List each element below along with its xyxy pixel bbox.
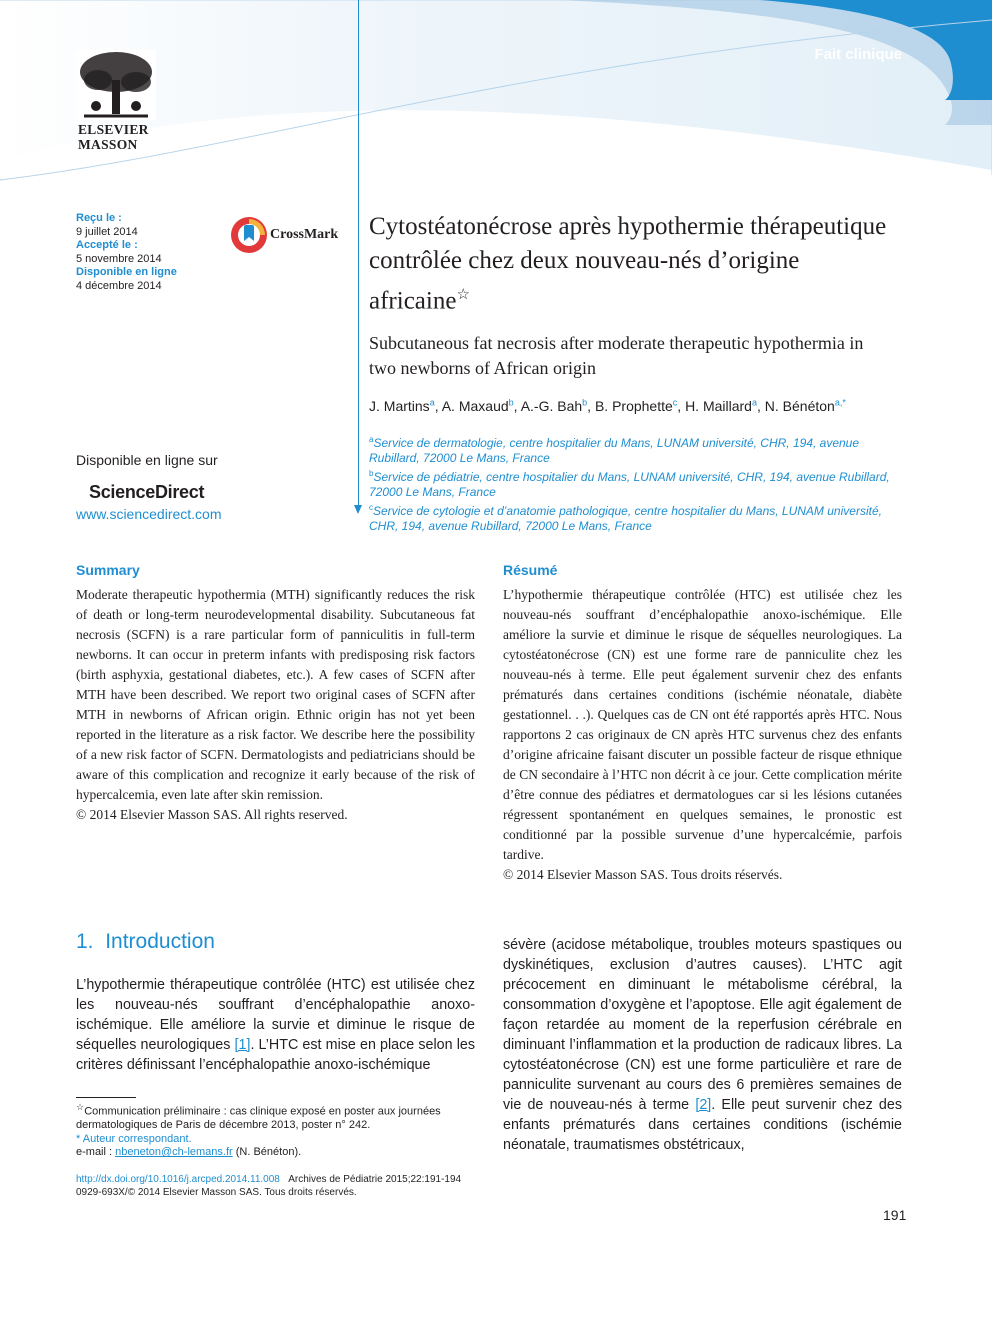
intro-paragraph-right: sévère (acidose métabolique, troubles moteurs spastiques ou dyskinétiques, exclusion d’autres causes). L’HTC agit précocement en diminuant le métabolisme cérébral, la consommation d’oxygène et l’apoptose. Elle agit également de façon retardée au moment de la reperfusion cérébrale en diminuant l’inflammation et la production de radicaux libres. La cytostéatonécrose (CN) est une forme particulière et rare de panniculite survenant au cours des 6 premières semaines de vie de nouveau-nés à terme [2]. Elle peut survenir chez des enfants prématurés dans certaines conditions (ischémie néonatale, traumatismes obstétricaux, — [503, 937, 902, 1153]
summary-section — [76, 585, 475, 825]
article-title-en: Subcutaneous fat necrosis after moderate therapeutic hypothermia in two newborns of African origin — [369, 333, 864, 378]
reference-link[interactable]: [2] — [695, 1097, 712, 1113]
sciencedirect-logo[interactable]: ScienceDirect — [89, 482, 205, 502]
intro-heading-text: Introduction — [105, 930, 215, 953]
received-label: Reçu le : — [76, 212, 122, 224]
article-dates — [76, 212, 226, 293]
publisher-name: ELSEVIER — [78, 122, 149, 137]
title-fr-text: Cytostéatonécrose après hypothermie thérapeutique contrôlée chez deux nouveau-nés d’origine africaine — [369, 213, 887, 315]
resume-copyright: © 2014 Elsevier Masson SAS. Tous droits réservés. — [503, 867, 783, 882]
intro-heading — [76, 930, 215, 954]
author: H. Maillard$^a$, — [685, 397, 765, 414]
summary-text: Moderate therapeutic hypothermia (MTH) significantly reduces the risk of death or long-term neurodevelopmental disability. Subcutaneous fat necrosis (SCFN) is a rare particular form of panniculitis in full-term newborns. It can occur in preterm infants with predisposing risk factors (birth asphyxia, gestational diabetes, etc.). A few cases of SCFN after MTH have been described. We report two original cases of SCFN after MTH in newborns of African origin. Ethnic origin has not yet been reported in the literature as a risk factor. We describe here the possibility of a new risk factor of SCFN. Dermatologists and pediatricians should be aware of this complication and recognize it early because of the risk of hypercalcemia, even late after skin remission. — [76, 587, 475, 802]
affiliation-list — [369, 432, 909, 534]
available-online-label: Disponible en ligne sur — [76, 452, 218, 468]
summary-copyright: © 2014 Elsevier Masson SAS. All rights reserved. — [76, 807, 348, 822]
issn-line: 0929-693X/© 2014 Elsevier Masson SAS. Tous droits réservés. — [76, 1187, 357, 1198]
page-number: 191 — [883, 1207, 907, 1223]
article-title-fr — [369, 210, 889, 318]
author: B. Prophette$^c$, — [594, 397, 686, 414]
footnote-corresponding: * Auteur correspondant. — [76, 1132, 192, 1145]
affiliation-item: $^b$Service de pédiatrie, centre hospitalier du Mans, LUNAM université, CHR, 194, avenue Rubillard, 72000 Le Mans, France — [369, 469, 890, 499]
summary-heading: Summary — [76, 562, 140, 578]
author: J. Martins$^a$, — [369, 397, 442, 414]
affiliation-item: $^c$Service de cytologie et d’anatomie pathologique, centre hospitalier du Mans, LUNAM université, CHR, 194, avenue Rubillard, 72000 Le Mans, France — [369, 503, 882, 533]
sciencedirect-link[interactable]: www.sciencedirect.com — [76, 506, 222, 522]
header-divider-arrow — [354, 505, 362, 514]
email-link[interactable]: nbeneton@ch-lemans.fr — [115, 1146, 233, 1159]
author-list — [369, 397, 929, 414]
online-date-label: Disponible en ligne — [76, 266, 177, 278]
reference-link[interactable]: [1] — [234, 1037, 251, 1053]
intro-paragraph-left: L’hypothermie thérapeutique contrôlée (HTC) est utilisée chez les nouveau-nés souffrant d’encéphalopathie anoxo-ischémique. Elle améliore la survie et diminue le risque de séquelles neurologiques [1]. L’HTC est mise en place selon les critères définissant l’encéphalopathie anoxo-ischémique — [76, 977, 475, 1073]
header-divider-line — [358, 0, 359, 508]
resume-section — [503, 585, 902, 885]
doi-link[interactable]: http://dx.doi.org/10.1016/j.arcped.2014.11.008 — [76, 1174, 280, 1185]
publisher-name-2: MASSON — [78, 137, 138, 152]
footnotes — [76, 1101, 476, 1160]
received-date: 9 juillet 2014 — [76, 225, 138, 238]
resume-text: L’hypothermie thérapeutique contrôlée (HTC) est utilisée chez les nouveau-nés souffrant d’encéphalopathie anoxo-ischémique. Elle améliore la survie et diminue le risque de séquelles neurologiques. La cytostéatonécrose (CN) est une forme rare de panniculite chez les nouveau-nés à terme. Elle peut également survenir chez des enfants prématurés dans certaines conditions (ischémie néonatale, diabète gestationnel. . .). Quelques cas de CN ont été rapportés après HTC. Nous rapportons 2 cas originaux de CN après HTC survenus chez des enfants d’origine africaine faisant discuter un possible facteur de risque ethnique de CN secondaire à l’HTC non décrit à ce jour. Cette complication mérite d’être connue des pédiatres et dermatologues car si les lésions cutanées régressent spontanément en quelques semaines, le pronostic est conditionné par la possible survenue d’une hypercalcémie, parfois tardive. — [503, 587, 902, 862]
affiliation-item: $^a$Service de dermatologie, centre hospitalier du Mans, LUNAM université, CHR, 194, avenue Rubillard, 72000 Le Mans, France — [369, 435, 860, 465]
intro-heading-number: 1. — [76, 930, 94, 953]
author: N. Bénéton$^{a,*}$ — [764, 397, 846, 414]
author: A. Maxaud$^b$, — [441, 397, 521, 414]
footnote-star: ☆Communication préliminaire : cas clinique exposé en poster aux journées dermatologiques de Paris de décembre 2013, poster n° 242. — [76, 1102, 441, 1132]
section-tag: Fait clinique — [814, 46, 902, 63]
crossmark-label: CrossMark — [270, 227, 339, 242]
crossmark-badge[interactable] — [230, 216, 338, 254]
crossmark-icon — [230, 216, 268, 254]
online-date: 4 décembre 2014 — [76, 279, 162, 292]
footnote-email: e-mail : nbeneton@ch-lemans.fr (N. Bénéton). — [76, 1146, 302, 1159]
title-footnote-star[interactable]: ☆ — [456, 287, 470, 303]
author: A.-G. Bah$^b$, — [520, 397, 595, 414]
accepted-label: Accepté le : — [76, 239, 138, 251]
footnote-rule — [76, 1097, 136, 1098]
accepted-date: 5 novembre 2014 — [76, 252, 162, 265]
journal-citation: Archives de Pédiatrie 2015;22:191-194 — [288, 1174, 462, 1185]
citation-info — [76, 1173, 461, 1199]
resume-heading: Résumé — [503, 562, 558, 578]
